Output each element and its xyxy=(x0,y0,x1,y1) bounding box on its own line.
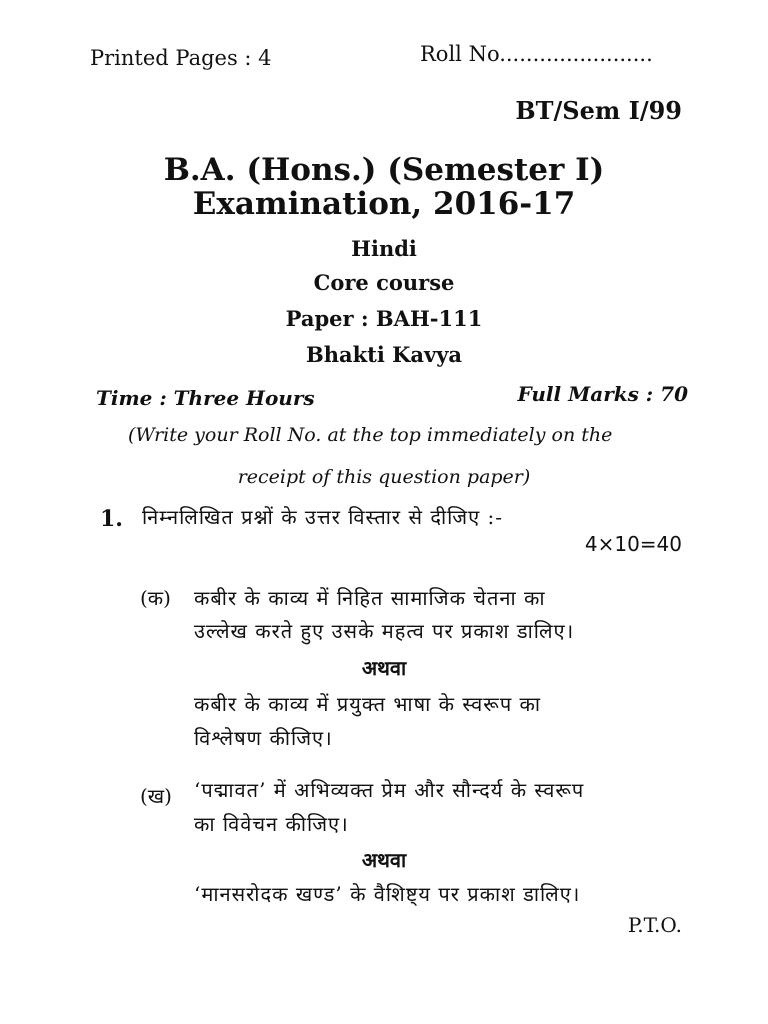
question-marks: 4×10=40 xyxy=(584,532,682,556)
instruction-line2: receipt of this question paper) xyxy=(237,466,531,488)
part-kha-line1: ‘पद्मावत’ में अभिव्यक्त प्रेम और सौन्दर्य के स्वरूप xyxy=(194,778,585,802)
full-marks: Full Marks : 70 xyxy=(517,382,688,406)
or-divider-ka: अथवा xyxy=(361,656,407,680)
part-ka-alt-line2: विश्लेषण कीजिए। xyxy=(194,726,333,750)
subject: Hindi xyxy=(351,236,417,261)
or-divider-kha: अथवा xyxy=(361,848,407,872)
paper-code: BT/Sem I/99 xyxy=(515,96,682,125)
printed-pages: Printed Pages : 4 xyxy=(90,46,272,70)
part-kha-line2: का विवेचन कीजिए। xyxy=(194,812,349,836)
time-allowed: Time : Three Hours xyxy=(96,386,315,410)
question-number: 1. xyxy=(100,506,123,532)
part-ka-line2: उल्लेख करते हुए उसके महत्व पर प्रकाश डालिए। xyxy=(194,619,575,643)
part-kha-alt-line1: ‘मानसरोदक खण्ड’ के वैशिष्ट्य पर प्रकाश डालिए। xyxy=(194,882,581,906)
roll-no: Roll No....................... xyxy=(420,42,653,66)
instruction-line1: (Write your Roll No. at the top immediately on the xyxy=(128,424,613,446)
part-label-ka: (क) xyxy=(140,586,171,610)
course: Core course xyxy=(313,270,455,295)
part-label-kha: (ख) xyxy=(140,784,172,808)
part-ka-alt-line1: कबीर के काव्य में प्रयुक्त भाषा के स्वरूप का xyxy=(194,692,542,716)
paper: Paper : BAH-111 xyxy=(285,306,483,331)
topic: Bhakti Kavya xyxy=(305,342,463,367)
question-text: निम्नलिखित प्रश्नों के उत्तर विस्तार से दीजिए :- xyxy=(142,505,504,529)
pto: P.T.O. xyxy=(627,913,682,937)
exam-title-line2: Examination, 2016-17 xyxy=(192,186,576,222)
part-ka-line1: कबीर के काव्य में निहित सामाजिक चेतना का xyxy=(194,586,546,610)
exam-title-line1: B.A. (Hons.) (Semester I) xyxy=(163,152,605,188)
